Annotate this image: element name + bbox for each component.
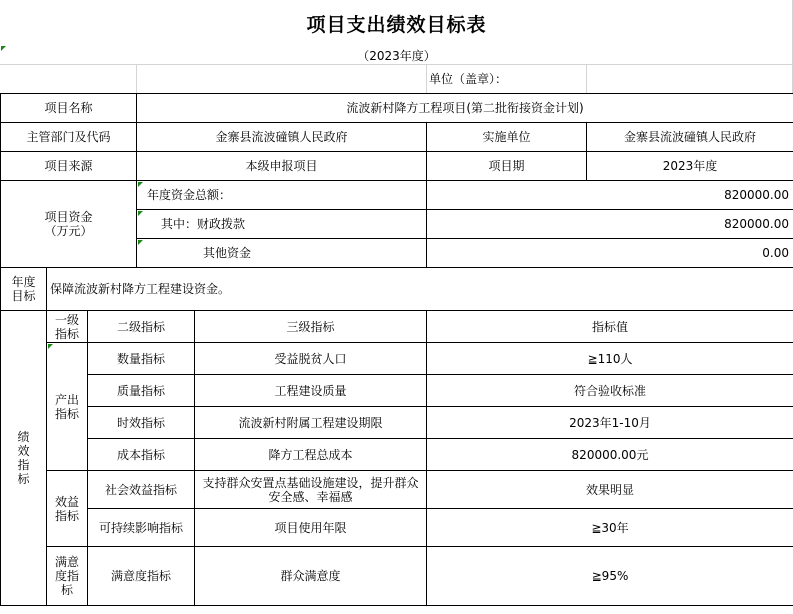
period-label: 项目期 <box>427 152 587 181</box>
row-val[interactable]: 2023年1-10月 <box>427 407 793 439</box>
row-l3: 流波新村附属工程建设期限 <box>195 407 427 439</box>
perf-label: 绩效指标 <box>1 311 47 606</box>
row-val[interactable]: 效果明显 <box>427 471 793 509</box>
project-name-label: 项目名称 <box>1 94 137 123</box>
cell-marker <box>138 240 143 245</box>
source-value[interactable]: 本级申报项目 <box>137 152 427 181</box>
row-l2: 满意度指标 <box>88 547 195 606</box>
satisfaction-label: 满意度指标 <box>47 547 88 606</box>
row-val[interactable]: ≧110人 <box>427 343 793 375</box>
cell-marker <box>138 182 143 187</box>
period-value[interactable]: 2023年度 <box>587 152 793 181</box>
project-name-value[interactable]: 流波新村降方工程项目(第二批衔接资金计划) <box>137 94 793 123</box>
row-l2: 质量指标 <box>88 375 195 407</box>
funds-label-line2: （万元） <box>44 224 93 238</box>
sheet-year: （2023年度） <box>357 48 436 63</box>
dept-value[interactable]: 金寨县流波䃥镇人民政府 <box>137 123 427 152</box>
dept-label: 主管部门及代码 <box>1 123 137 152</box>
funds-fiscal-label <box>137 210 427 239</box>
row-val[interactable]: 820000.00元 <box>427 439 793 471</box>
funds-other-text: 其他资金 <box>203 246 252 260</box>
funds-total-label <box>137 181 427 210</box>
funds-label <box>1 181 137 268</box>
gridline <box>586 64 587 93</box>
row-l2: 成本指标 <box>88 439 195 471</box>
cell-marker <box>1 46 6 51</box>
project-info-table <box>0 93 793 311</box>
benefit-label: 效益指标 <box>47 471 88 547</box>
row-val[interactable]: 符合验收标准 <box>427 375 793 407</box>
funds-fiscal-text: 其中：财政拨款 <box>161 217 246 231</box>
cell-marker <box>138 211 143 216</box>
funds-total-text: 年度资金总额： <box>147 188 232 202</box>
row-l2: 数量指标 <box>88 343 195 375</box>
impl-value[interactable]: 金寨县流波䃥镇人民政府 <box>587 123 793 152</box>
header-val: 指标值 <box>427 311 793 343</box>
funds-label-line1: 项目资金 <box>44 210 93 224</box>
row-val[interactable]: ≧30年 <box>427 509 793 547</box>
impl-label: 实施单位 <box>427 123 587 152</box>
row-l3: 项目使用年限 <box>195 509 427 547</box>
row-l3: 群众满意度 <box>195 547 427 606</box>
gridline <box>0 64 793 65</box>
goal-label: 年度目标 <box>1 268 47 311</box>
output-label-text: 产出指标 <box>54 392 79 421</box>
output-label <box>47 343 88 471</box>
gridline <box>136 64 137 93</box>
funds-total-value[interactable]: 820000.00 <box>427 181 793 210</box>
funds-other-label <box>137 239 427 268</box>
cell-marker <box>48 344 53 349</box>
funds-fiscal-value[interactable]: 820000.00 <box>427 210 793 239</box>
header-l1: 一级指标 <box>47 311 88 343</box>
header-l3: 三级指标 <box>195 311 427 343</box>
performance-indicator-table <box>0 310 793 606</box>
source-label: 项目来源 <box>1 152 137 181</box>
row-l3: 受益脱贫人口 <box>195 343 427 375</box>
row-l2: 可持续影响指标 <box>88 509 195 547</box>
row-l3: 降方工程总成本 <box>195 439 427 471</box>
row-l2: 社会效益指标 <box>88 471 195 509</box>
sheet-title: 项目支出绩效目标表 <box>306 13 487 36</box>
header-l2: 二级指标 <box>88 311 195 343</box>
row-l3: 支持群众安置点基础设施建设，提升群众安全感、幸福感 <box>195 471 427 509</box>
row-l2: 时效指标 <box>88 407 195 439</box>
goal-value[interactable]: 保障流波新村降方工程建设资金。 <box>47 268 793 311</box>
row-l3: 工程建设质量 <box>195 375 427 407</box>
unit-seal-label: 单位（盖章）： <box>429 72 508 86</box>
funds-other-value[interactable]: 0.00 <box>427 239 793 268</box>
row-val[interactable]: ≧95% <box>427 547 793 606</box>
